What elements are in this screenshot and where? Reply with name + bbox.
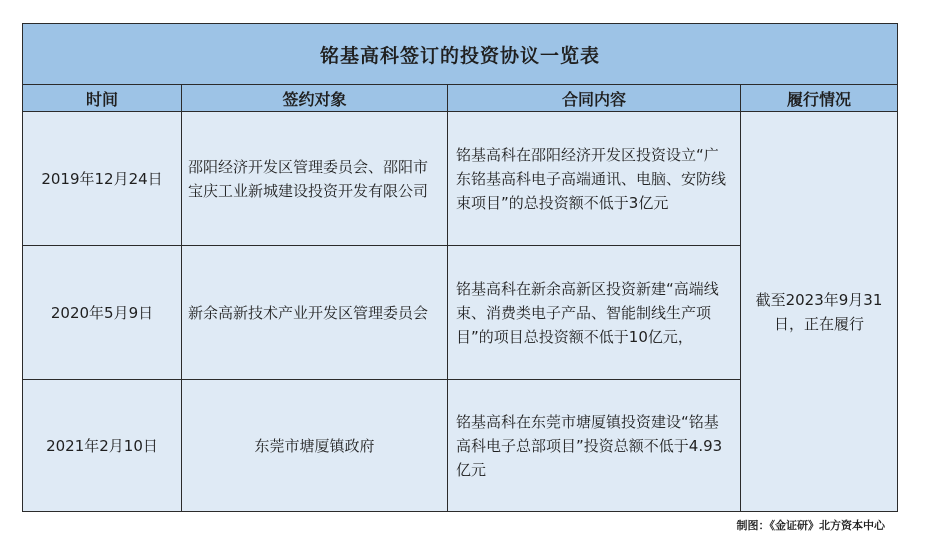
table-title: 铭基高科签订的投资协议一览表 <box>23 24 897 85</box>
status-merged: 截至2023年9月31日，正在履行 <box>755 290 883 333</box>
row1-counterparty: 邵阳经济开发区管理委员会、邵阳市宝庆工业新城建设投资开发有限公司 <box>188 157 429 200</box>
row2-counterparty: 新余高新技术产业开发区管理委员会 <box>188 303 429 322</box>
row3-content: 铭基高科在东莞市塘厦镇投资建设“铭基高科电子总部项目”投资总额不低于4.93亿元 <box>456 412 723 479</box>
row3-counterparty: 东莞市塘厦镇政府 <box>254 436 375 455</box>
investment-agreements-table <box>22 23 898 512</box>
row1-time: 2019年12月24日 <box>41 169 163 188</box>
header-time: 时间 <box>85 89 118 109</box>
row2-content: 铭基高科在新余高新区投资新建“高端线束、消费类电子产品、智能制线生产项目”的项目总投资额不低于10亿元， <box>456 279 719 346</box>
header-status: 履行情况 <box>786 89 851 109</box>
row3-time: 2021年2月10日 <box>46 436 158 455</box>
source-credit: 制图：《金证研》北方资本中心 <box>736 519 885 532</box>
header-content: 合同内容 <box>561 89 626 109</box>
row1-content: 铭基高科在邵阳经济开发区投资设立“广东铭基高科电子高端通讯、电脑、安防线束项目”的总投资额不低于3亿元 <box>456 145 727 212</box>
header-counterparty: 签约对象 <box>282 89 347 109</box>
row2-time: 2020年5月9日 <box>50 303 154 322</box>
header-row <box>23 85 897 112</box>
